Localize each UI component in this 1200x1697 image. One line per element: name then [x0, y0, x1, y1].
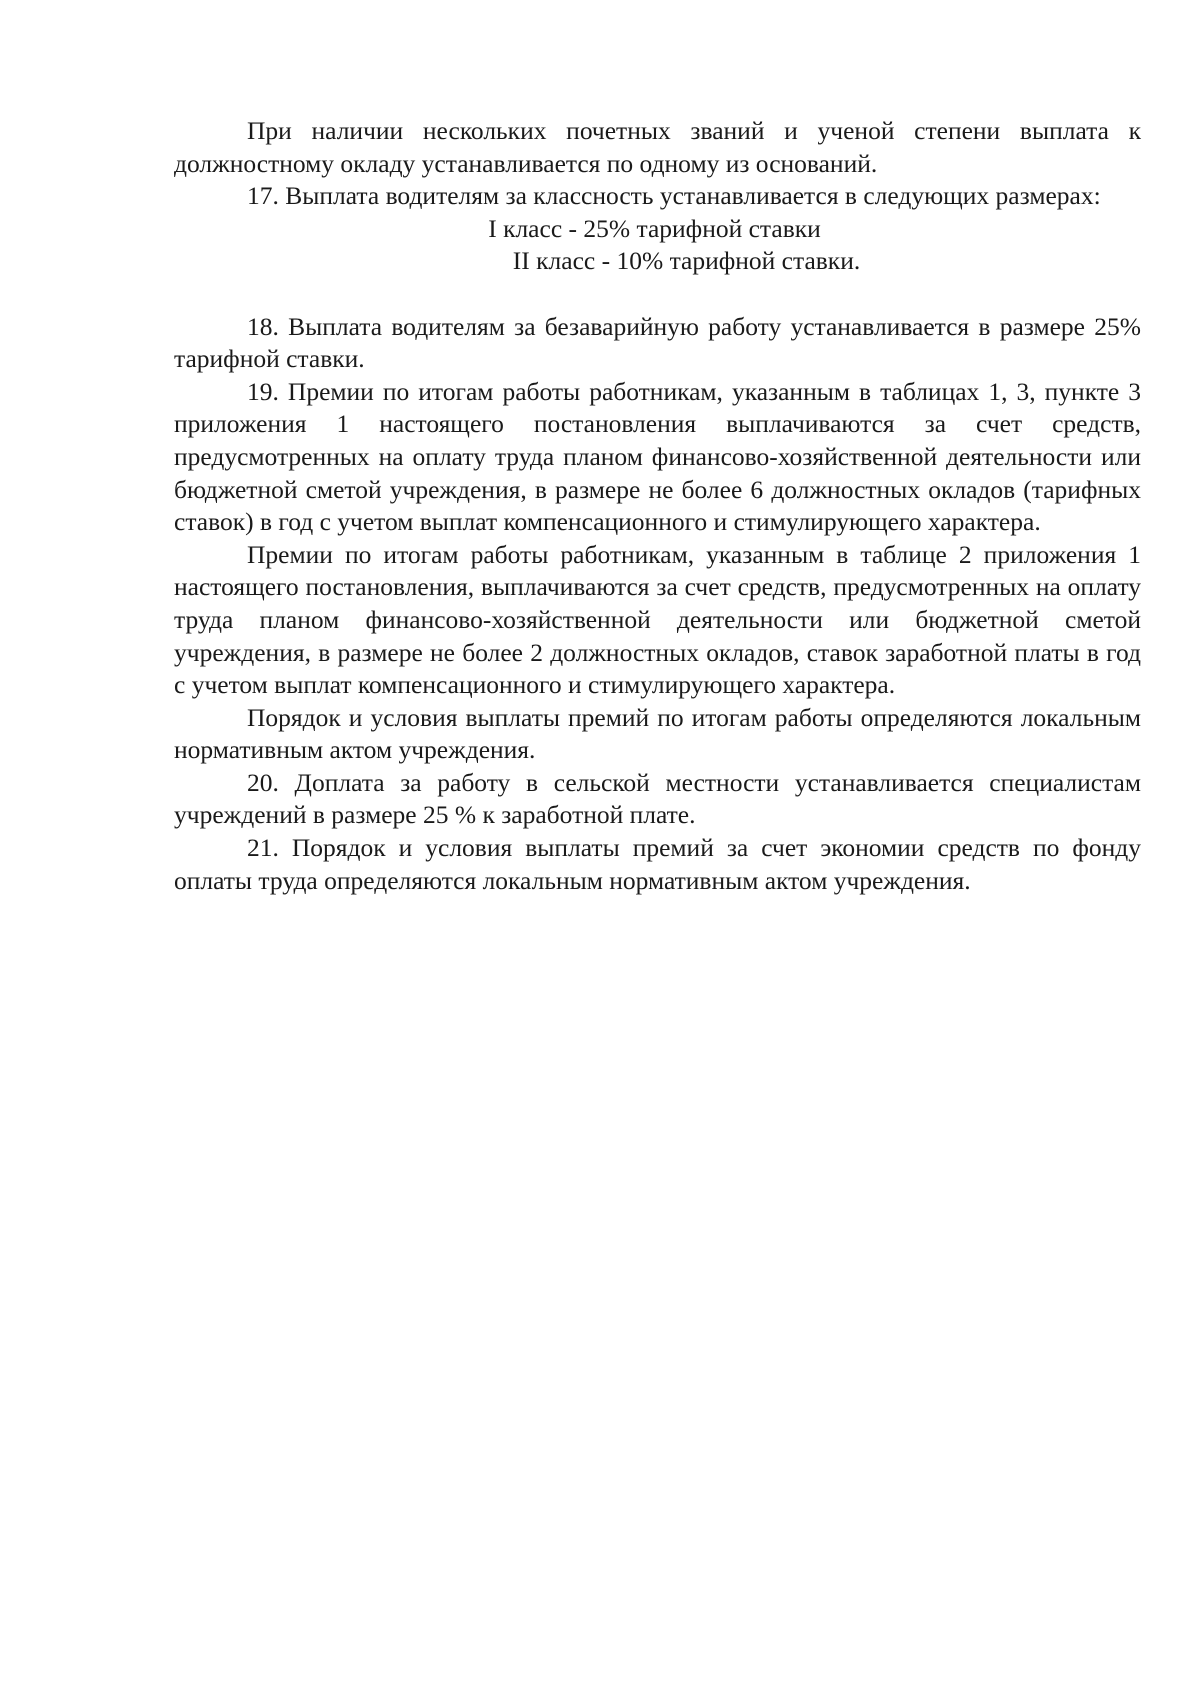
class-2-rate: II класс - 10% тарифной ставки.: [512, 246, 861, 276]
class-1-rate: I класс - 25% тарифной ставки: [488, 213, 821, 243]
paragraph-19-table2-bonuses: Премии по итогам работы работникам, указанным в таблице 2 приложения 1 настоящего постановления, выплачиваются за счет средств, предусмотренных на оплату труда планом финансово-хозяйственной деятельности или бюджетной сметой учреждения, в размере не более 2 должностных окладов, ставок заработной платы в год с учетом выплат компенсационного и стимулирующего характера.: [174, 539, 1141, 700]
paragraph-honorary-titles: При наличии нескольких почетных званий и ученой степени выплата к должностному окладу устанавливается по одному из оснований.: [174, 116, 1141, 178]
paragraph-19-bonuses: 19. Премии по итогам работы работникам, указанным в таблицах 1, 3, пункте 3 приложения 1 настоящего постановления выплачиваются за счет средств, предусмотренных на оплату труда планом финансово-хозяйственной деятельности или бюджетной сметой учреждения, в размере не более 6 должностных окладов (тарифных ставок) в год с учетом выплат компенсационного и стимулирующего характера.: [174, 376, 1141, 537]
document-body: [174, 115, 1141, 897]
paragraph-19-bonus-order: Порядок и условия выплаты премий по итогам работы определяются локальным нормативным актом учреждения.: [174, 702, 1141, 765]
blank-line: [174, 278, 1141, 311]
paragraph-21-savings-bonuses: 21. Порядок и условия выплаты премий за счет экономии средств по фонду оплаты труда определяются локальным нормативным актом учреждения.: [174, 833, 1141, 895]
paragraph-18-accident-free: 18. Выплата водителям за безаварийную работу устанавливается в размере 25% тарифной ставки.: [174, 311, 1141, 374]
paragraph-17-driver-class: 17. Выплата водителям за классность устанавливается в следующих размерах:: [247, 181, 1101, 211]
paragraph-20-rural-allowance: 20. Доплата за работу в сельской местности устанавливается специалистам учреждений в размере 25 % к заработной плате.: [174, 767, 1141, 830]
